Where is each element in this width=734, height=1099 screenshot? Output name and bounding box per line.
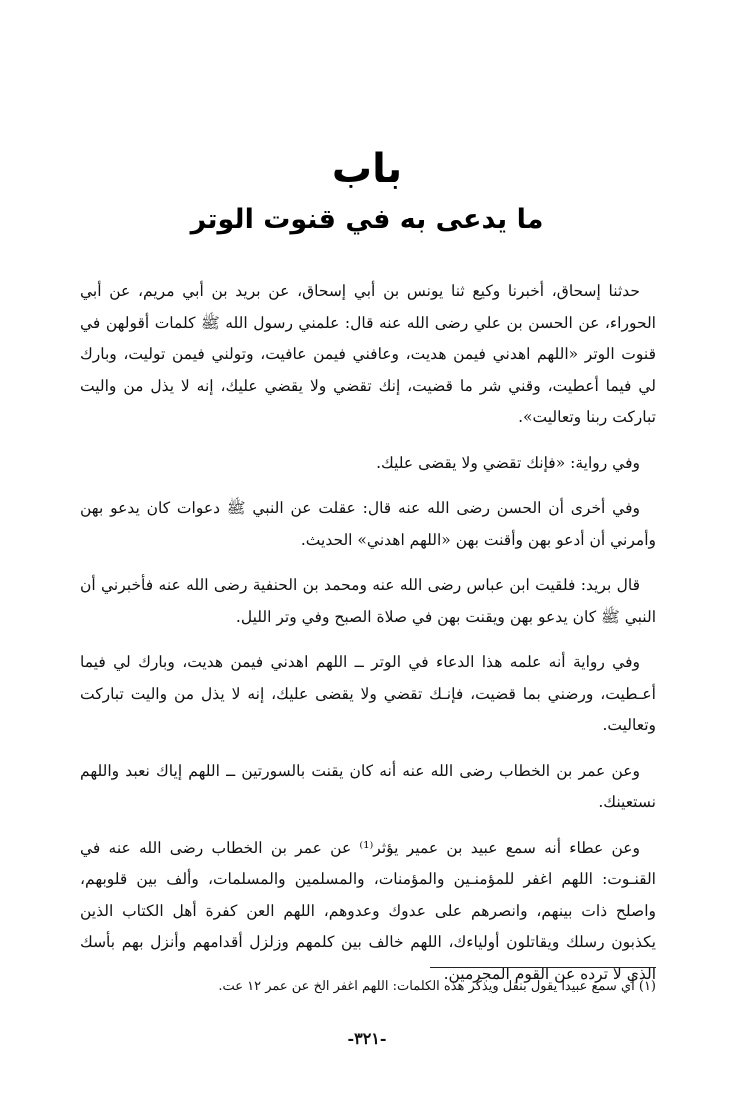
- paragraph-umar: وعن عمر بن الخطاب رضى الله عنه أنه كان يقنت بالسورتين ــ اللهم إياك نعبد واللهم نستعينك.: [80, 761, 656, 811]
- paragraph-hadith-qunut: حدثنا إسحاق، أخبرنا وكيع ثنا يونس بن أبي إسحاق، عن بريد بن أبي مريم، عن أبي الحوراء، عن الحسن بن علي رضى الله عنه قال: علمني رسول الله ﷺ كلمات أقولهن في قنوت الوتر «اللهم اهدني فيمن هديت، وعافني فيمن عافيت، وتولني فيمن توليت، وبارك لي فيما أعطيت، وقني شر ما قضيت، إنك تقضي ولا يقضي عليك، إنه لا يذل من واليت تباركت ربنا وتعاليت».: [80, 282, 656, 426]
- page-number: -٣٢١-: [347, 1029, 387, 1048]
- footnote-divider: [430, 967, 656, 968]
- chapter-heading: [80, 143, 654, 239]
- chapter-title: باب: [331, 146, 403, 192]
- paragraph-burayd: قال بريد: فلقيت ابن عباس رضى الله عنه ومحمد بن الحنفية رضى الله عنه فأخبرني أن النبي ﷺ كان يدعو بهن ويقنت بهن في صلاة الصبح وفي وتر الليل.: [80, 576, 656, 626]
- chapter-subtitle: ما يدعى به في قنوت الوتر: [190, 204, 544, 235]
- paragraph-ukhra: وفي أخرى أن الحسن رضى الله عنه قال: عقلت عن النبي ﷺ دعوات كان يدعو بهن وأمرني أن أدعو بهن وأقنت بهن «اللهم اهدني» الحديث.: [80, 499, 656, 549]
- paragraph-ata: وعن عطاء أنه سمع عبيد بن عمير يؤثر⁽¹⁾ عن عمر بن الخطاب رضى الله عنه في القنـوت: اللهم اغفر للمؤمنـين والمؤمنات، والمسلمين والمسلمات، وألف بين قلوبهم، واصلح ذات بينهم، وانصرهم على عدوك وعدوهم، اللهم العن كفرة أهل الكتاب الذين يكذبون رسلك ويقاتلون أولياءك، اللهم خالف بين كلمهم وزلزل أقدامهم وأنزل بهم بأسك الذي لا ترده عن القوم المجرمين.: [80, 838, 656, 983]
- paragraph-riwaya-witr: وفي رواية أنه علمه هذا الدعاء في الوتر ــ اللهم اهدني فيمن هديت، وبارك لي فيما أعـطيت، ورضني بما قضيت، فإنـك تقضي ولا يقضى عليك، إنه لا يذل من واليت تباركت وتعاليت.: [80, 653, 656, 734]
- footnote: (١) أي سمع عبيدا يقول بنقل ويذكر هذه الكلمات: اللهم اغفر الخ عن عمر ١٢ عت.: [218, 979, 656, 994]
- body-text: [80, 276, 656, 1004]
- paragraph-riwaya: وفي رواية: «فإنك تقضي ولا يقضى عليك.: [376, 453, 640, 472]
